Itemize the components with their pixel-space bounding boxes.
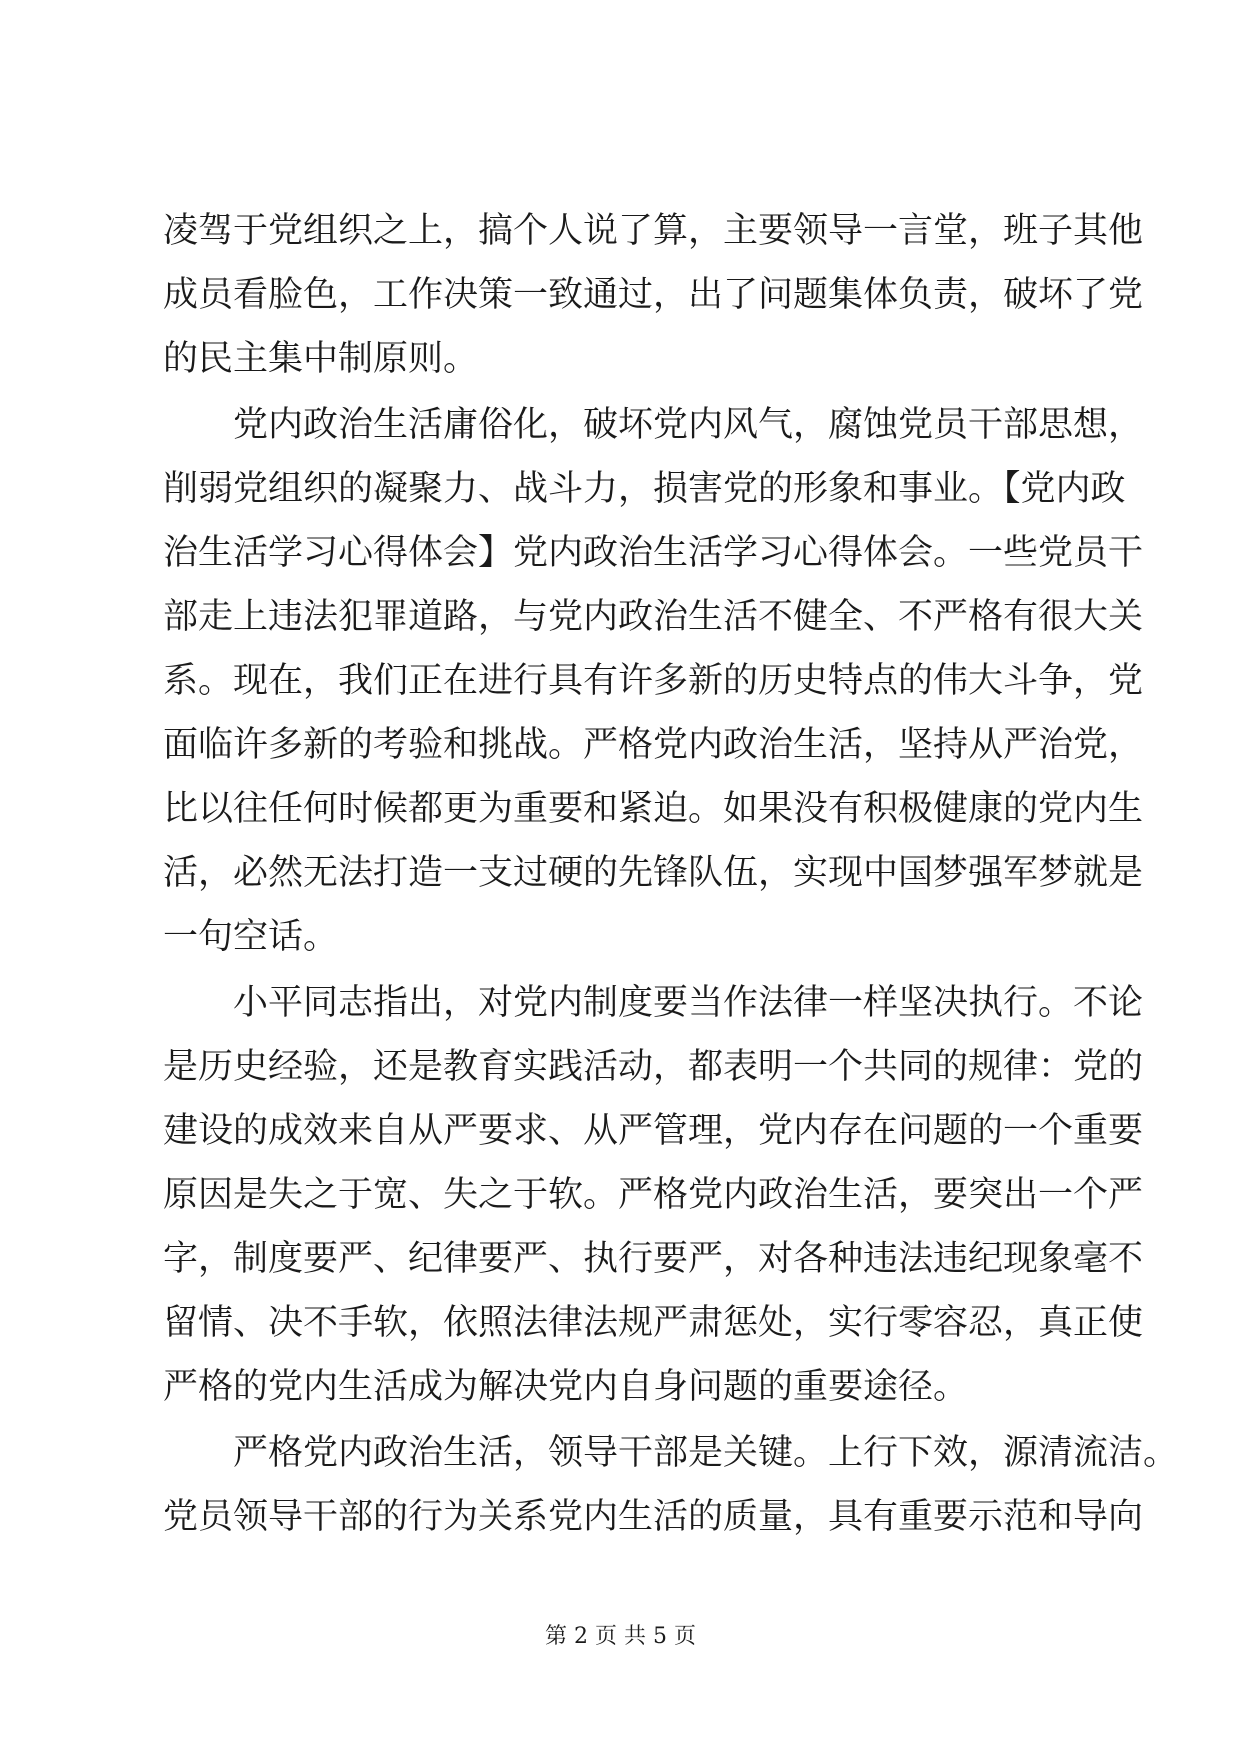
text-line: 原因是失之于宽、失之于软。严格党内政治生活，要突出一个严	[163, 1175, 1144, 1215]
paragraph-first-line: 严格党内政治生活，领导干部是关键。上行下效，源清流洁。	[233, 1433, 1179, 1473]
text-line: 比以往任何时候都更为重要和紧迫。如果没有积极健康的党内生	[163, 789, 1144, 829]
paragraph-first-line: 党内政治生活庸俗化，破坏党内风气，腐蚀党员干部思想，	[233, 405, 1144, 445]
text-line: 党员领导干部的行为关系党内生活的质量，具有重要示范和导向	[163, 1497, 1144, 1537]
text-line: 活，必然无法打造一支过硬的先锋队伍，实现中国梦强军梦就是	[163, 853, 1144, 893]
text-line: 系。现在，我们正在进行具有许多新的历史特点的伟大斗争，党	[163, 661, 1144, 701]
text-line: 建设的成效来自从严要求、从严管理，党内存在问题的一个重要	[163, 1111, 1144, 1151]
text-line: 留情、决不手软，依照法律法规严肃惩处，实行零容忍，真正使	[163, 1303, 1144, 1343]
text-line: 面临许多新的考验和挑战。严格党内政治生活，坚持从严治党，	[163, 725, 1144, 765]
paragraph-first-line: 小平同志指出，对党内制度要当作法律一样坚决执行。不论	[233, 983, 1144, 1023]
text-line: 削弱党组织的凝聚力、战斗力，损害党的形象和事业。【党内政	[163, 469, 1126, 509]
text-line: 的民主集中制原则。	[163, 339, 479, 379]
text-line: 成员看脸色，工作决策一致通过，出了问题集体负责，破坏了党	[163, 275, 1144, 315]
text-line: 部走上违法犯罪道路，与党内政治生活不健全、不严格有很大关	[163, 597, 1144, 637]
text-line: 字，制度要严、纪律要严、执行要严，对各种违法违纪现象毫不	[163, 1239, 1144, 1279]
text-line: 一句空话。	[163, 917, 339, 957]
text-line: 是历史经验，还是教育实践活动，都表明一个共同的规律：党的	[163, 1047, 1144, 1087]
text-line: 严格的党内生活成为解决党内自身问题的重要途径。	[163, 1367, 969, 1407]
text-line: 治生活学习心得体会】党内政治生活学习心得体会。一些党员干	[163, 533, 1144, 573]
text-line: 凌驾于党组织之上，搞个人说了算，主要领导一言堂，班子其他	[163, 211, 1144, 251]
page-footer: 第 2 页 共 5 页	[545, 1624, 696, 1649]
